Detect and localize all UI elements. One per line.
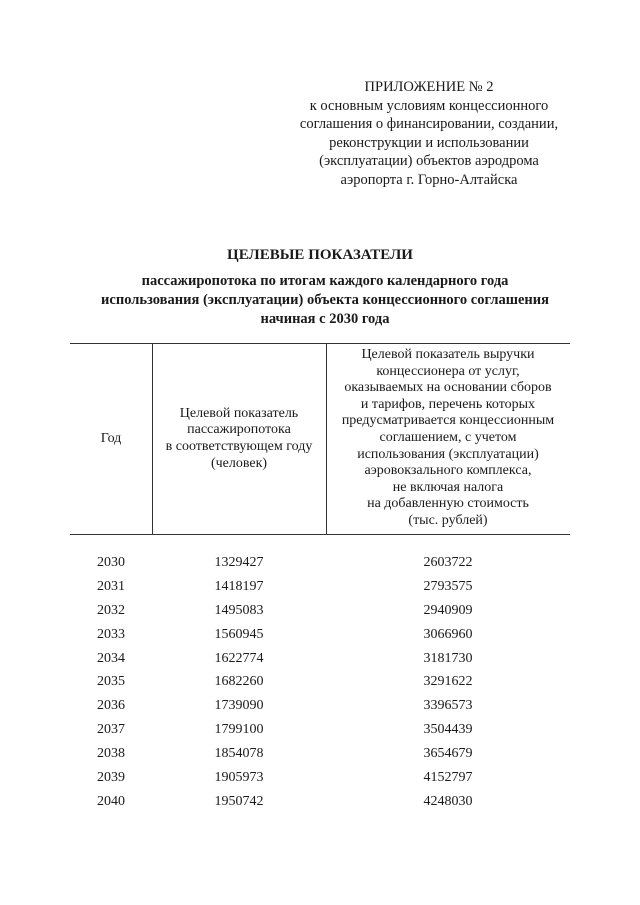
- header-revenue: [326, 344, 570, 534]
- table-row: [70, 793, 570, 817]
- header-revenue-line: оказываемых на основании сборов: [344, 380, 552, 396]
- table-row: [70, 626, 570, 650]
- cell-revenue: 3654679: [423, 746, 473, 762]
- cell-revenue: 3291622: [423, 674, 473, 690]
- cell-year: 2032: [97, 602, 125, 618]
- cell-passengers: 1682260: [214, 674, 264, 690]
- cell-revenue: 2793575: [423, 578, 473, 594]
- subtitle-line: использования (эксплуатации) объекта концессионного соглашения: [101, 292, 549, 308]
- table-row: [70, 673, 570, 697]
- header-revenue-line: предусматривается концессионным: [341, 413, 555, 429]
- appendix-line: (эксплуатации) объектов аэродрома: [319, 153, 539, 170]
- cell-revenue: 3504439: [423, 722, 473, 738]
- cell-revenue: 3181730: [423, 650, 473, 666]
- table-row: [70, 721, 570, 745]
- table-row: [70, 697, 570, 721]
- cell-year: 2040: [97, 793, 125, 809]
- table-row: [70, 745, 570, 769]
- header-revenue-line: и тарифов, перечень которых: [360, 396, 536, 412]
- cell-passengers: 1799100: [214, 722, 264, 738]
- header-revenue-line: аэровокзального комплекса,: [364, 463, 532, 479]
- cell-revenue: 4152797: [423, 770, 473, 786]
- cell-passengers: 1905973: [214, 770, 264, 786]
- header-passengers-line: Целевой показатель: [179, 405, 299, 421]
- cell-year: 2039: [97, 770, 125, 786]
- cell-passengers: 1950742: [214, 793, 264, 809]
- table-row: [70, 602, 570, 626]
- cell-passengers: 1739090: [214, 698, 264, 714]
- header-revenue-line: концессионера от услуг,: [376, 363, 520, 379]
- appendix-line: ПРИЛОЖЕНИЕ № 2: [364, 79, 494, 95]
- document-title: ЦЕЛЕВЫЕ ПОКАЗАТЕЛИ: [227, 247, 413, 263]
- table-row: [70, 554, 570, 578]
- cell-year: 2033: [97, 626, 125, 642]
- appendix-line: реконструкции и использовании: [329, 134, 529, 151]
- appendix-line: к основным условиям концессионного: [309, 97, 549, 114]
- targets-table: [70, 343, 570, 809]
- subtitle-line: пассажиропотока по итогам каждого календарного года: [141, 273, 509, 289]
- cell-passengers: 1854078: [214, 746, 264, 762]
- header-passengers-line: пассажиропотока: [187, 422, 291, 438]
- table-row: [70, 650, 570, 674]
- subtitle-line: начиная с 2030 года: [260, 311, 390, 327]
- cell-passengers: 1495083: [214, 602, 264, 618]
- header-revenue-line: соглашением, с учетом: [379, 429, 517, 445]
- cell-year: 2037: [97, 722, 125, 738]
- header-revenue-line: не включая налога: [392, 479, 504, 495]
- table-row: [70, 578, 570, 602]
- header-revenue-line: использования (эксплуатации): [357, 446, 539, 462]
- appendix-line: аэропорта г. Горно-Алтайска: [340, 171, 518, 188]
- document-subtitle: [60, 272, 590, 329]
- table-body: [70, 554, 570, 817]
- cell-year: 2036: [97, 698, 125, 714]
- header-revenue-line: Целевой показатель выручки: [361, 347, 535, 362]
- header-year: [70, 344, 153, 534]
- cell-year: 2030: [97, 555, 125, 570]
- cell-year: 2035: [97, 674, 125, 690]
- header-revenue-line: (тыс. рублей): [408, 512, 488, 528]
- cell-revenue: 2940909: [423, 602, 473, 618]
- cell-year: 2034: [97, 650, 125, 666]
- cell-passengers: 1418197: [214, 578, 264, 594]
- appendix-header: [270, 78, 588, 190]
- cell-year: 2038: [97, 746, 125, 762]
- cell-revenue: 4248030: [423, 793, 473, 809]
- table-row: [70, 769, 570, 793]
- header-year-label: Год: [100, 430, 122, 446]
- cell-passengers: 1329427: [214, 555, 264, 570]
- cell-year: 2031: [97, 578, 125, 594]
- cell-revenue: 2603722: [423, 555, 473, 570]
- cell-passengers: 1560945: [214, 626, 264, 642]
- header-passengers-line: в соответствующем году: [165, 439, 313, 454]
- cell-revenue: 3066960: [423, 626, 473, 642]
- table-header: [70, 343, 570, 535]
- cell-revenue: 3396573: [423, 698, 473, 714]
- appendix-line: соглашения о финансировании, создании,: [299, 116, 559, 133]
- header-passengers: [152, 344, 327, 534]
- cell-passengers: 1622774: [214, 650, 264, 666]
- header-passengers-line: (человек): [210, 455, 268, 471]
- header-revenue-line: на добавленную стоимость: [367, 496, 529, 512]
